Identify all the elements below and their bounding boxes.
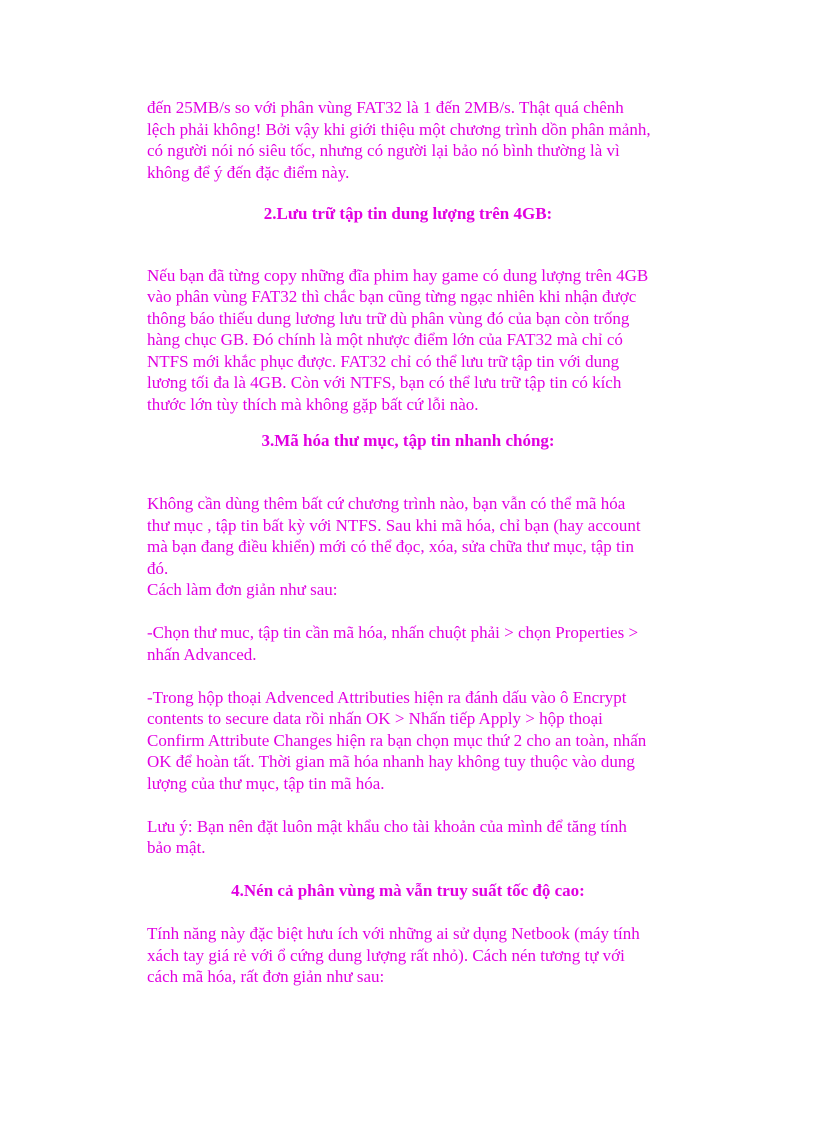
text-line: lệch phải không! Bởi vậy khi giới thiệu một chương trình dồn phân mảnh, (147, 120, 651, 139)
text-line: vào phân vùng FAT32 thì chắc bạn cũng từng ngạc nhiên khi nhận được (147, 287, 637, 306)
text-line: NTFS mới khắc phục được. FAT32 chỉ có thể lưu trữ tập tin với dung (147, 352, 620, 371)
text-line: thước lớn tùy thích mà không gặp bất cứ lỗi nào. (147, 395, 479, 414)
text-line: -Trong hộp thoại Advenced Attributies hiện ra đánh dấu vào ô Encrypt (147, 688, 627, 707)
text-line: Tính năng này đặc biệt hưu ích với những ai sử dụng Netbook (máy tính (147, 924, 640, 943)
text-line: thư mục , tập tin bất kỳ với NTFS. Sau khi mã hóa, chỉ bạn (hay account (147, 516, 641, 535)
text-line: Không cần dùng thêm bất cứ chương trình nào, bạn vẫn có thể mã hóa (147, 494, 626, 513)
text-line: OK để hoàn tất. Thời gian mã hóa nhanh hay không tuy thuộc vào dung (147, 752, 635, 771)
text-line: contents to secure data rồi nhấn OK > Nhấn tiếp Apply > hộp thoại (147, 709, 603, 728)
text-line: Cách làm đơn giản như sau: (147, 580, 338, 599)
text-line: thông báo thiếu dung lương lưu trữ dù phân vùng đó của bạn còn trống (147, 309, 630, 328)
text-line: đó. (147, 559, 169, 578)
text-line: Lưu ý: Bạn nên đặt luôn mật khẩu cho tài khoản của mình để tăng tính (147, 817, 627, 836)
text-line: lượng của thư mục, tập tin mã hóa. (147, 774, 385, 793)
text-line: Nếu bạn đã từng copy những đĩa phim hay game có dung lượng trên 4GB (147, 266, 649, 285)
section-heading: 2.Lưu trữ tập tin dung lượng trên 4GB: (263, 204, 553, 223)
text-line: bảo mật. (147, 838, 206, 857)
text-line: Confirm Attribute Changes hiện ra bạn chọn mục thứ 2 cho an toàn, nhấn (147, 731, 647, 750)
text-line: cách mã hóa, rất đơn giản như sau: (147, 967, 385, 986)
section-heading: 4.Nén cả phân vùng mà vẫn truy suất tốc độ cao: (231, 881, 585, 900)
text-line: -Chọn thư muc, tập tin cần mã hóa, nhấn chuột phải > chọn Properties > (147, 623, 639, 642)
text-line: hàng chục GB. Đó chính là một nhược điểm lớn của FAT32 mà chỉ có (147, 330, 623, 349)
text-line: mà bạn đang điều khiển) mới có thể đọc, xóa, sửa chữa thư mục, tập tin (147, 537, 634, 556)
text-line: lương tối đa là 4GB. Còn với NTFS, bạn có thể lưu trữ tập tin có kích (147, 373, 622, 392)
text-line: đến 25MB/s so với phân vùng FAT32 là 1 đến 2MB/s. Thật quá chênh (147, 98, 624, 117)
section-heading: 3.Mã hóa thư mục, tập tin nhanh chóng: (261, 431, 555, 450)
text-line: xách tay giá rẻ với ổ cứng dung lượng rất nhỏ). Cách nén tương tự với (147, 946, 625, 965)
text-line: không để ý đến đặc điểm này. (147, 163, 350, 182)
text-line: nhấn Advanced. (147, 645, 257, 664)
text-line: có người nói nó siêu tốc, nhưng có người lại bảo nó bình thường là vì (147, 141, 620, 160)
